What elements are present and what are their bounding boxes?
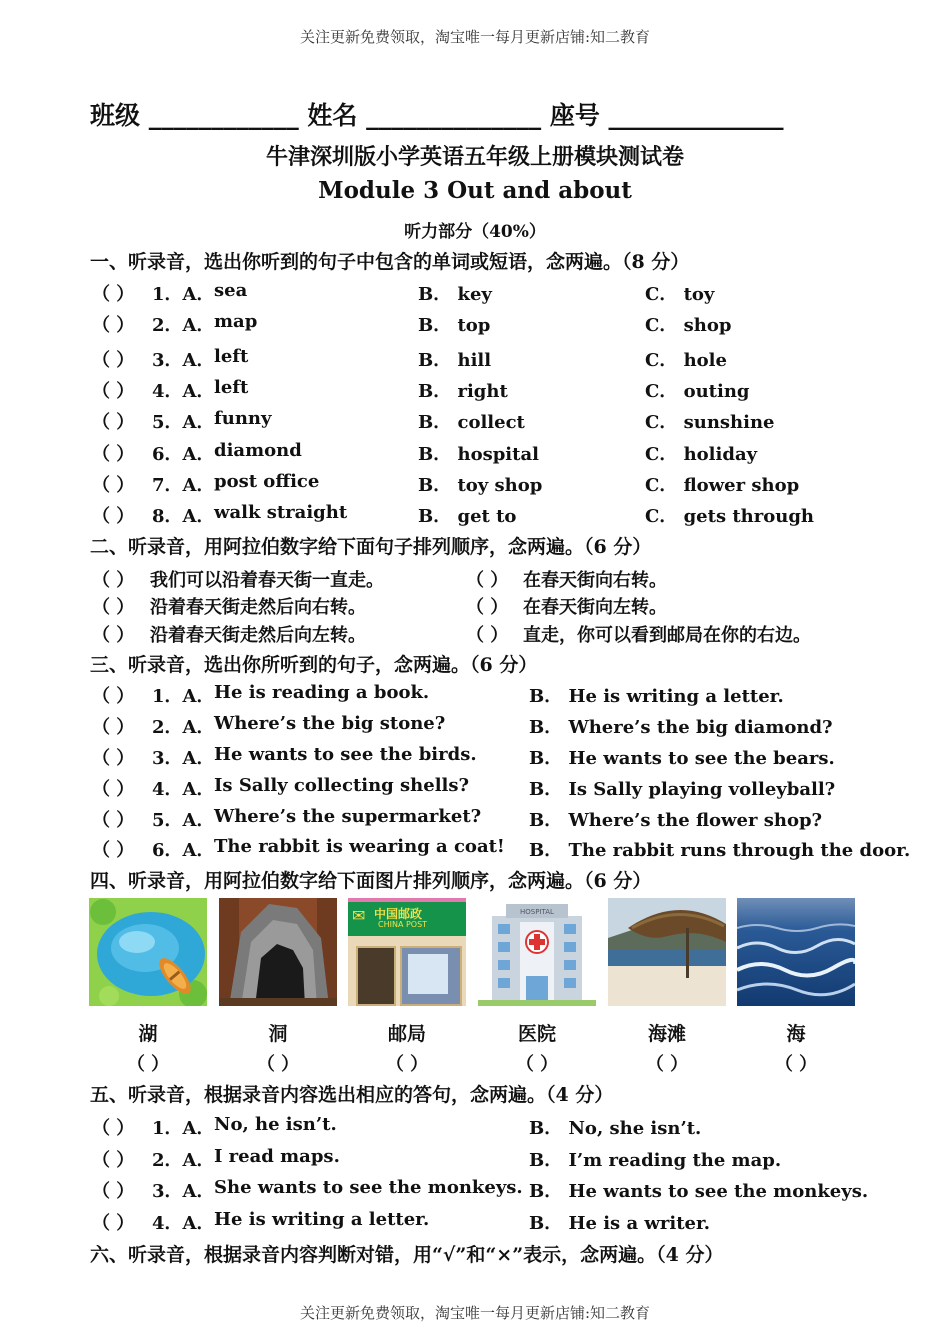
picture-label: 邮局 bbox=[387, 1023, 426, 1045]
page-title: 牛津深圳版小学英语五年级上册模块测试卷 bbox=[265, 144, 684, 170]
answer-paren: （ ） bbox=[92, 840, 135, 861]
answer-paren: （ ） bbox=[92, 506, 135, 527]
answer-paren: （ ） bbox=[92, 570, 135, 591]
post-sign-en: CHINA POST bbox=[378, 920, 428, 929]
answer-paren: （ ） bbox=[92, 810, 135, 831]
picture-label: 洞 bbox=[268, 1023, 288, 1045]
picture-label: 湖 bbox=[138, 1023, 158, 1045]
sea-picture bbox=[737, 898, 855, 1006]
post-sign: 中国邮政 bbox=[374, 907, 423, 921]
beach-picture bbox=[608, 898, 726, 1006]
answer-paren: （ ） bbox=[645, 1054, 689, 1075]
section-5-heading: 五、听录音，根据录音内容选出相应的答句，念两遍。（4 分） bbox=[90, 1084, 614, 1106]
footer-note: 关注更新免费领取，淘宝唯一每月更新店铺:知二教育 bbox=[299, 1304, 651, 1322]
answer-paren: （ ） bbox=[126, 1054, 170, 1075]
picture-label: 医院 bbox=[517, 1023, 556, 1045]
answer-paren: （ ） bbox=[92, 315, 135, 336]
answer-paren: （ ） bbox=[466, 597, 509, 618]
answer-paren: （ ） bbox=[92, 1118, 135, 1139]
answer-paren: （ ） bbox=[92, 686, 135, 707]
post-logo-icon: ✉ bbox=[352, 906, 366, 925]
hospital-sign: HOSPITAL bbox=[520, 908, 554, 916]
answer-paren: （ ） bbox=[92, 779, 135, 800]
answer-paren: （ ） bbox=[92, 625, 135, 646]
section-3-heading: 三、听录音，选出你所听到的句子，念两遍。（6 分） bbox=[90, 654, 538, 676]
answer-paren: （ ） bbox=[92, 444, 135, 465]
answer-paren: （ ） bbox=[92, 748, 135, 769]
hospital-picture bbox=[478, 898, 596, 1006]
answer-paren: （ ） bbox=[385, 1054, 429, 1075]
lake-boat-picture bbox=[89, 898, 207, 1006]
header-note: 关注更新免费领取，淘宝唯一每月更新店铺:知二教育 bbox=[299, 28, 651, 46]
answer-paren: （ ） bbox=[256, 1054, 300, 1075]
answer-paren: （ ） bbox=[92, 381, 135, 402]
section-6-heading: 六、听录音，根据录音内容判断对错，用“√”和“×”表示，念两遍。（4 分） bbox=[90, 1244, 724, 1266]
section-4-heading: 四、听录音，用阿拉伯数字给下面图片排列顺序，念两遍。（6 分） bbox=[90, 870, 652, 892]
answer-paren: （ ） bbox=[92, 284, 135, 305]
listening-part-label: 听力部分（40%） bbox=[404, 222, 546, 242]
picture-label: 海滩 bbox=[647, 1023, 686, 1045]
answer-paren: （ ） bbox=[92, 1150, 135, 1171]
answer-paren: （ ） bbox=[92, 1213, 135, 1234]
picture-label: 海 bbox=[786, 1023, 806, 1045]
answer-paren: （ ） bbox=[466, 570, 509, 591]
answer-paren: （ ） bbox=[92, 1181, 135, 1202]
answer-paren: （ ） bbox=[774, 1054, 818, 1075]
answer-paren: （ ） bbox=[466, 625, 509, 646]
answer-paren: （ ） bbox=[92, 475, 135, 496]
answer-paren: （ ） bbox=[515, 1054, 559, 1075]
answer-paren: （ ） bbox=[92, 597, 135, 618]
answer-paren: （ ） bbox=[92, 350, 135, 371]
section-1-heading: 一、听录音，选出你听到的句子中包含的单词或短语，念两遍。（8 分） bbox=[90, 251, 690, 273]
post-office-picture bbox=[348, 898, 466, 1006]
cave-picture bbox=[219, 898, 337, 1006]
answer-paren: （ ） bbox=[92, 412, 135, 433]
answer-paren: （ ） bbox=[92, 717, 135, 738]
module-subtitle: Module 3 Out and about bbox=[318, 177, 632, 204]
info-line: 班级 ____________ 姓名 ______________ 座号 ______________ bbox=[90, 101, 784, 130]
section-2-heading: 二、听录音，用阿拉伯数字给下面句子排列顺序，念两遍。（6 分） bbox=[90, 536, 652, 558]
